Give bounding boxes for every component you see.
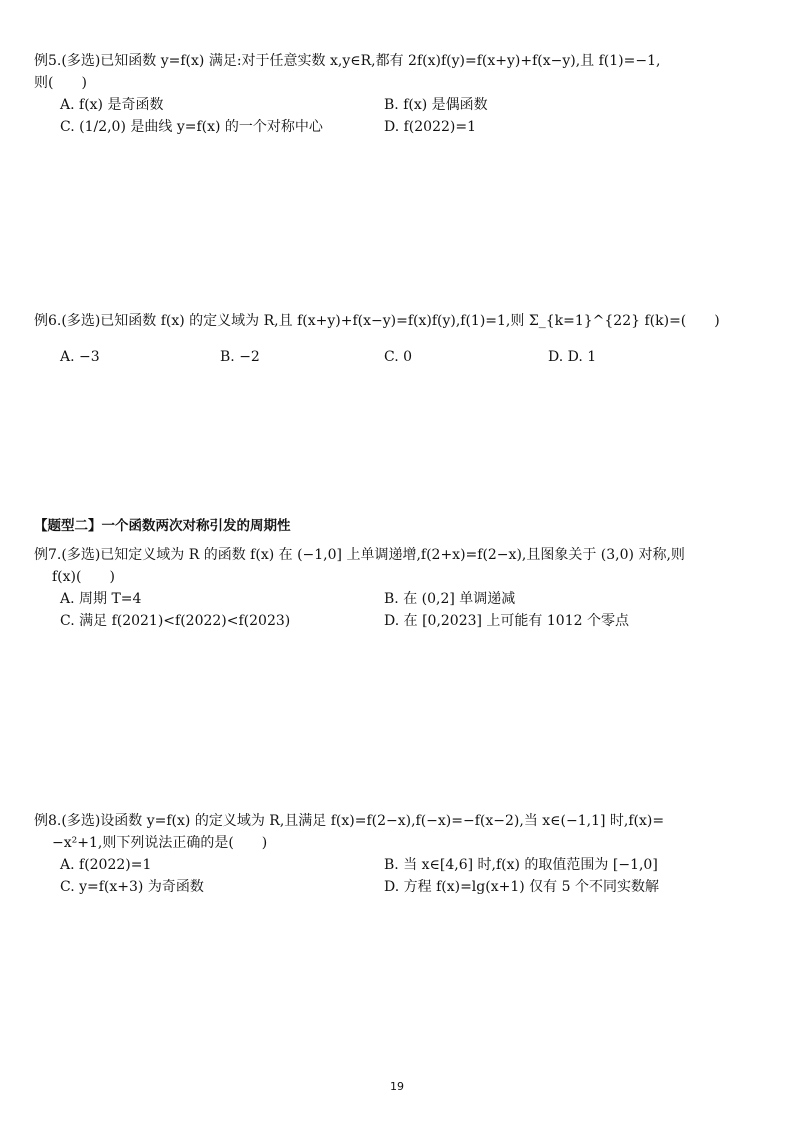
example-7: [34, 544, 754, 632]
ex7-options-row-1: [34, 588, 754, 610]
ex5-stem-line-1: 例5.(多选)已知函数 y=f(x) 满足:对于任意实数 x,y∈R,都有 2f(x)f(y)=f(x+y)+f(x−y),且 f(1)=−1,: [34, 53, 661, 69]
ex7-option-d: D. 在 [0,2023] 上可能有 1012 个零点: [384, 613, 629, 629]
page-number: 19: [390, 1080, 404, 1093]
ex5-stem-line-2: 则( ): [34, 75, 87, 91]
ex6-option-c: C. 0: [384, 349, 413, 365]
ex6-stem-line-1: 例6.(多选)已知函数 f(x) 的定义域为 R,且 f(x+y)+f(x−y)=f(x)f(y),f(1)=1,则 Σ_{k=1}^{22} f(k)=( ): [34, 313, 720, 329]
ex6-options-row: [34, 346, 754, 368]
section-heading: 【题型二】一个函数两次对称引发的周期性: [34, 518, 291, 534]
example-5: [34, 50, 754, 138]
ex5-option-b: B. f(x) 是偶函数: [384, 97, 488, 113]
ex8-stem-line-1: 例8.(多选)设函数 y=f(x) 的定义域为 R,且满足 f(x)=f(2−x),f(−x)=−f(x−2),当 x∈(−1,1] 时,f(x)=: [34, 813, 665, 829]
ex7-option-a: A. 周期 T=4: [60, 591, 142, 607]
ex8-option-c: C. y=f(x+3) 为奇函数: [60, 879, 204, 895]
example-8: [34, 810, 754, 898]
ex7-stem-line-2: f(x)( ): [52, 569, 115, 585]
ex5-option-c: C. (1/2,0) 是曲线 y=f(x) 的一个对称中心: [60, 119, 323, 135]
ex6-option-a: A. −3: [60, 349, 100, 365]
ex7-stem-line-1: 例7.(多选)已知定义域为 R 的函数 f(x) 在 (−1,0] 上单调递增,f(2+x)=f(2−x),且图象关于 (3,0) 对称,则: [34, 547, 685, 563]
ex8-option-d: D. 方程 f(x)=lg(x+1) 仅有 5 个不同实数解: [384, 879, 659, 895]
ex5-options-row-2: [34, 116, 754, 138]
ex6-option-d: D. D. 1: [548, 349, 597, 365]
ex5-option-d: D. f(2022)=1: [384, 119, 476, 135]
ex8-option-b: B. 当 x∈[4,6] 时,f(x) 的取值范围为 [−1,0]: [384, 857, 658, 873]
ex8-option-a: A. f(2022)=1: [60, 857, 152, 873]
ex6-option-b: B. −2: [220, 349, 260, 365]
example-6: [34, 310, 754, 368]
ex5-option-a: A. f(x) 是奇函数: [60, 97, 164, 113]
ex8-options-row-2: [34, 876, 754, 898]
ex8-options-row-1: [34, 854, 754, 876]
ex8-stem-line-2: −x²+1,则下列说法正确的是( ): [52, 835, 268, 851]
ex5-options-row-1: [34, 94, 754, 116]
ex7-options-row-2: [34, 610, 754, 632]
ex7-option-c: C. 满足 f(2021)<f(2022)<f(2023): [60, 613, 291, 629]
ex7-option-b: B. 在 (0,2] 单调递减: [384, 591, 516, 607]
